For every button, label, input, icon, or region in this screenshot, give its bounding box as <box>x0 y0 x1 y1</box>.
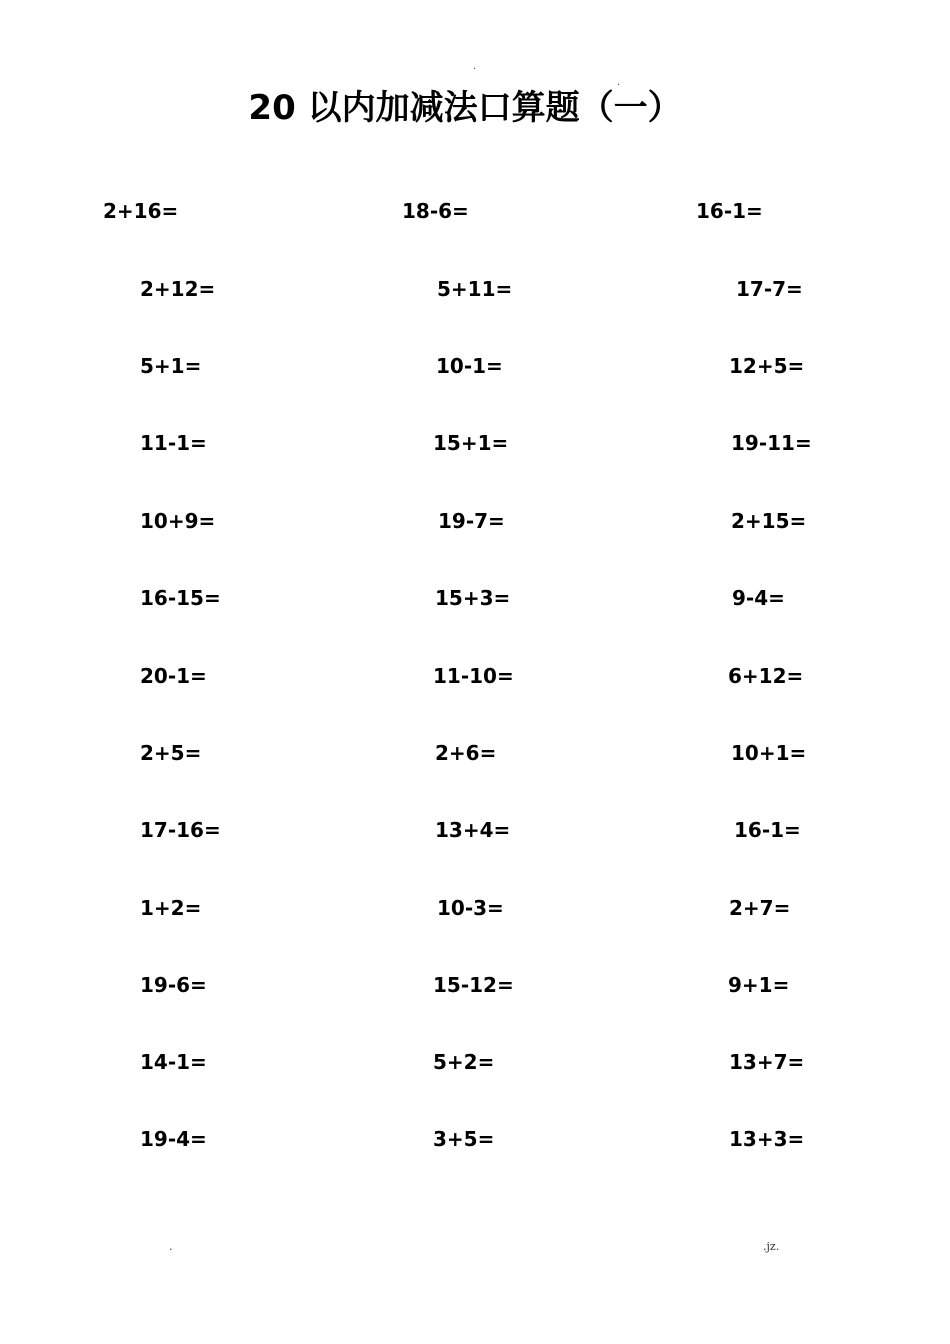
problem-item: 10+1= <box>731 741 807 765</box>
problem-item: 13+3= <box>729 1127 805 1151</box>
problem-item: 11-10= <box>433 664 514 688</box>
problem-item: 2+12= <box>140 277 216 301</box>
problem-item: 15-12= <box>433 973 514 997</box>
problem-item: 16-1= <box>696 199 763 223</box>
problem-item: 10-3= <box>437 896 504 920</box>
problem-item: 17-16= <box>140 818 221 842</box>
problem-item: 2+6= <box>435 741 497 765</box>
problem-item: 19-7= <box>438 509 505 533</box>
footer-right-mark: .jz. <box>763 1240 780 1253</box>
problem-item: 16-1= <box>734 818 801 842</box>
problem-item: 2+15= <box>731 509 807 533</box>
problem-item: 18-6= <box>402 199 469 223</box>
problem-item: 11-1= <box>140 431 207 455</box>
problem-item: 15+3= <box>435 586 511 610</box>
top-dot: . <box>473 61 477 72</box>
problem-item: 19-11= <box>731 431 812 455</box>
problem-item: 20-1= <box>140 664 207 688</box>
problem-item: 9-4= <box>732 586 785 610</box>
problem-item: 10+9= <box>140 509 216 533</box>
problem-item: 5+1= <box>140 354 202 378</box>
problem-item: 15+1= <box>433 431 509 455</box>
problem-item: 6+12= <box>728 664 804 688</box>
problem-item: 10-1= <box>436 354 503 378</box>
problem-item: 17-7= <box>736 277 803 301</box>
problem-item: 16-15= <box>140 586 221 610</box>
problem-item: 2+5= <box>140 741 202 765</box>
problem-item: 5+2= <box>433 1050 495 1074</box>
footer-left-mark: . <box>169 1240 173 1253</box>
problem-item: 3+5= <box>433 1127 495 1151</box>
problem-item: 13+4= <box>435 818 511 842</box>
problem-item: 19-6= <box>140 973 207 997</box>
problem-item: 14-1= <box>140 1050 207 1074</box>
title-dot: . <box>617 77 621 88</box>
problem-item: 9+1= <box>728 973 790 997</box>
problem-item: 2+7= <box>729 896 791 920</box>
problem-item: 1+2= <box>140 896 202 920</box>
problem-item: 19-4= <box>140 1127 207 1151</box>
problem-item: 13+7= <box>729 1050 805 1074</box>
problem-item: 5+11= <box>437 277 513 301</box>
page-title: 20 以内加减法口算题（一） <box>248 88 682 128</box>
problem-item: 2+16= <box>103 199 179 223</box>
problem-item: 12+5= <box>729 354 805 378</box>
